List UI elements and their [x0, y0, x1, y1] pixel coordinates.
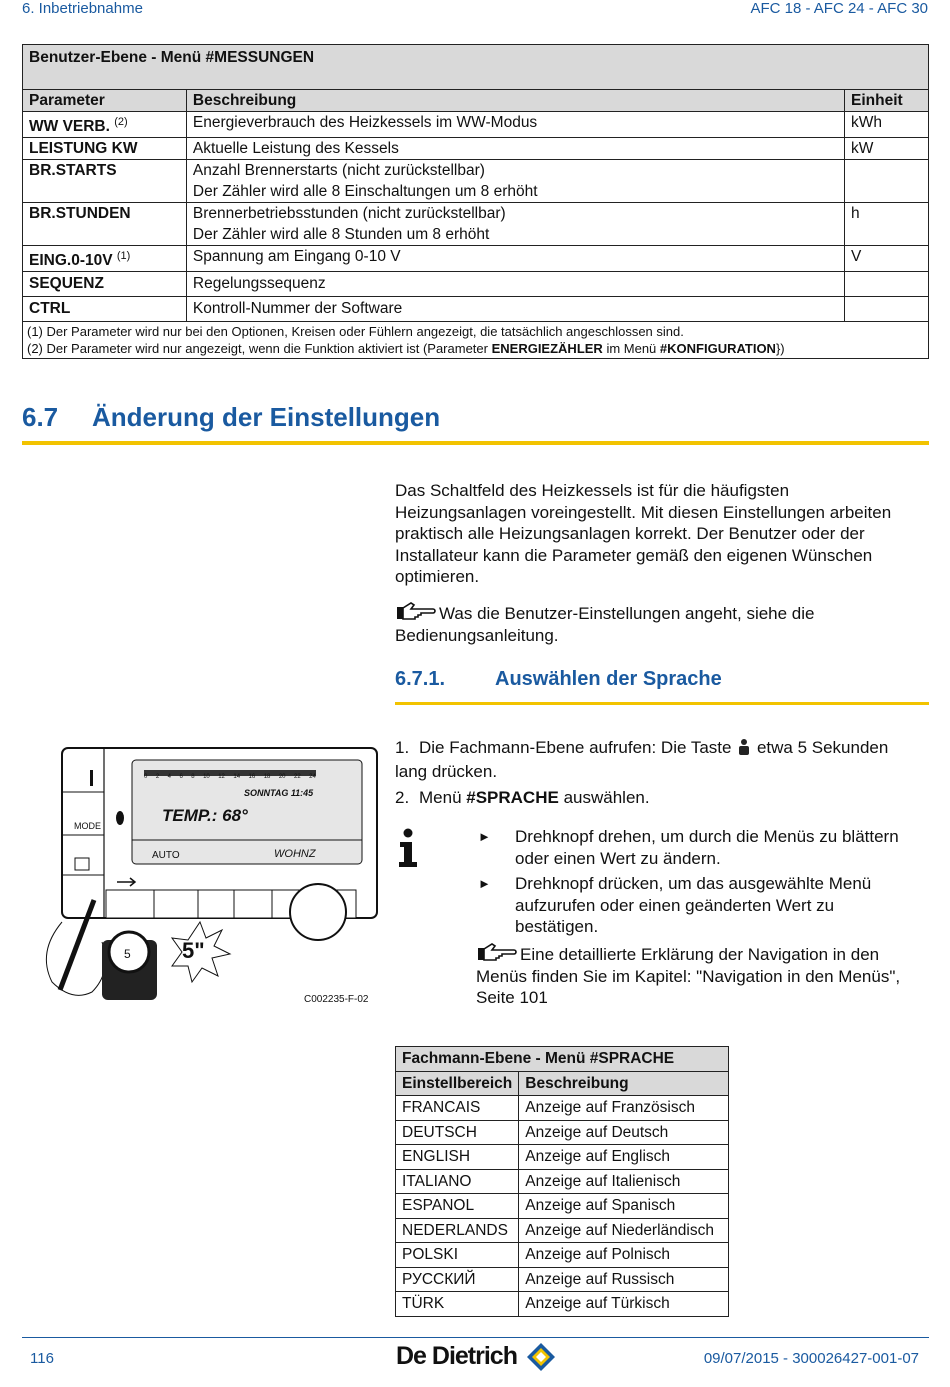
table-row — [23, 272, 929, 297]
language-description: Anzeige auf Türkisch — [519, 1292, 729, 1317]
table-row — [23, 160, 929, 203]
display-day: SONNTAG 11:45 — [244, 788, 314, 798]
bullet-2: ► Drehknopf drücken, um das ausgewählte Menü aufzurufen oder einen geänderten Wert zu bestätigen. — [478, 874, 872, 936]
table-row — [396, 1243, 729, 1268]
language-description: Anzeige auf Englisch — [519, 1145, 729, 1170]
param-name: WW VERB. — [29, 118, 110, 136]
column-header: Parameter — [23, 90, 187, 112]
param-description: Aktuelle Leistung des Kessels — [186, 138, 844, 160]
param-name: BR.STARTS — [23, 160, 187, 203]
param-name: BR.STUNDEN — [23, 203, 187, 246]
language-description: Anzeige auf Französisch — [519, 1096, 729, 1121]
document-reference: 09/07/2015 - 300026427-001-07 — [703, 1350, 919, 1367]
section-rule — [22, 441, 929, 445]
language-description: Anzeige auf Polnisch — [519, 1243, 729, 1268]
param-unit — [845, 297, 929, 322]
table-row — [396, 1194, 729, 1219]
param-name: EING.0-10V — [29, 252, 113, 270]
param-name: SEQUENZ — [23, 272, 187, 297]
hold-seconds: 5" — [182, 938, 205, 963]
subsection-rule — [395, 702, 929, 705]
param-unit: V — [845, 246, 929, 272]
param-description: Anzahl Brennerstarts (nicht zurückstellbar) — [192, 162, 485, 180]
param-name: LEISTUNG KW — [23, 138, 187, 160]
language-code: ENGLISH — [396, 1145, 519, 1170]
language-code: FRANCAIS — [396, 1096, 519, 1121]
table-row — [396, 1292, 729, 1317]
messungen-table-title: Benutzer-Ebene - Menü #MESSUNGEN — [23, 45, 929, 90]
subsection-number: 6.7.1. — [395, 668, 446, 690]
param-unit — [845, 160, 929, 203]
param-unit: kWh — [845, 112, 929, 138]
language-code: ITALIANO — [396, 1169, 519, 1194]
table-row — [396, 1267, 729, 1292]
sprache-table — [395, 1046, 729, 1317]
subsection-heading — [395, 668, 722, 691]
section-title: Änderung der Einstellungen — [92, 402, 441, 432]
page-number: 116 — [30, 1350, 54, 1367]
footer-rule — [22, 1337, 929, 1338]
display-wohnz: WOHNZ — [274, 848, 316, 860]
brand-diamond-icon — [526, 1342, 556, 1372]
language-description: Anzeige auf Italienisch — [519, 1169, 729, 1194]
sprache-table-title: Fachmann-Ebene - Menü #SPRACHE — [396, 1047, 729, 1072]
section-intro: Das Schaltfeld des Heizkessels ist für die häufigsten Heizungsanlagen voreingestellt. Mit diesen Einstellungen arbeiten praktisch alle Heizungsanlagen korrekt. Der Benutzer oder der Installateur kann die Parameter gemäß den eigenen Wünschen optimieren. — [395, 481, 892, 586]
table-row — [396, 1120, 729, 1145]
table-row — [396, 1169, 729, 1194]
brand-logo: De Dietrich — [396, 1342, 517, 1370]
messungen-table — [22, 44, 929, 359]
table-row — [23, 112, 929, 138]
header-section: 6. Inbetriebnahme — [22, 0, 143, 17]
language-code: DEUTSCH — [396, 1120, 519, 1145]
installer-key-icon — [736, 738, 752, 756]
timer-digit: 5 — [124, 947, 131, 961]
table-row — [396, 1218, 729, 1243]
table-row — [396, 1145, 729, 1170]
footnote-1: (1) Der Parameter wird nur bei den Optionen, Kreisen oder Fühlern angezeigt, die tatsächlich angeschlossen sind. — [27, 324, 684, 340]
header-models: AFC 18 - AFC 24 - AFC 30 — [750, 0, 928, 17]
subsection-title: Auswählen der Sprache — [495, 668, 722, 690]
param-unit: h — [845, 203, 929, 246]
language-code: РУССКИЙ — [396, 1267, 519, 1292]
column-header: Beschreibung — [186, 90, 844, 112]
param-name: CTRL — [23, 297, 187, 322]
column-header: Einheit — [845, 90, 929, 112]
param-description: Kontroll-Nummer der Software — [186, 297, 844, 322]
footnote-ref: (1) — [116, 250, 131, 263]
footnote-2: (2) Der Parameter wird nur angezeigt, wenn die Funktion aktiviert ist (Parameter ENERGIEZÄHLER im Menü #KONFIGURATION}) — [27, 341, 785, 357]
info-icon — [397, 828, 419, 868]
language-code: TÜRK — [396, 1292, 519, 1317]
step-2: 2. Menü #SPRACHE auswählen. — [395, 788, 650, 807]
param-unit: kW — [845, 138, 929, 160]
column-header: Einstellbereich — [396, 1071, 519, 1096]
language-code: POLSKI — [396, 1243, 519, 1268]
language-description: Anzeige auf Russisch — [519, 1267, 729, 1292]
display-auto: AUTO — [152, 850, 180, 861]
reference-note: Was die Benutzer-Einstellungen angeht, siehe die Bedienungsanleitung. — [395, 600, 915, 646]
control-panel-drawing — [22, 740, 382, 1010]
mode-button-label: MODE — [74, 821, 101, 831]
pointing-hand-icon — [476, 941, 520, 963]
param-description-detail: Der Zähler wird alle 8 Einschaltungen um 8 erhöht — [192, 183, 538, 201]
param-unit — [845, 272, 929, 297]
param-description-detail: Der Zähler wird alle 8 Stunden um 8 erhöht — [192, 226, 490, 244]
table-row — [23, 297, 929, 322]
table-row — [23, 138, 929, 160]
table-row — [23, 246, 929, 272]
param-description: Spannung am Eingang 0-10 V — [186, 246, 844, 272]
navigation-note: Eine detaillierte Erklärung der Navigation in den Menüs finden Sie im Kapitel: "Navigation in den Menüs", Seite 101 — [476, 941, 926, 1009]
section-number: 6.7 — [22, 402, 59, 432]
param-description: Regelungssequenz — [186, 272, 844, 297]
language-description: Anzeige auf Spanisch — [519, 1194, 729, 1219]
footnote-ref: (2) — [114, 116, 128, 128]
table-row — [396, 1096, 729, 1121]
display-temperature: TEMP.: 68° — [162, 806, 248, 825]
param-description: Brennerbetriebsstunden (nicht zurückstellbar) — [192, 205, 506, 223]
control-panel-figure — [22, 740, 382, 1010]
language-description: Anzeige auf Deutsch — [519, 1120, 729, 1145]
figure-code: C002235-F-02 — [304, 994, 369, 1005]
param-description: Energieverbrauch des Heizkessels im WW-Modus — [186, 112, 844, 138]
bullet-1: ► Drehknopf drehen, um durch die Menüs zu blättern oder einen Wert zu ändern. — [478, 827, 899, 868]
step-1: 1. Die Fachmann-Ebene aufrufen: Die Taste etwa 5 Sekunden lang drücken. — [395, 738, 889, 781]
language-code: NEDERLANDS — [396, 1218, 519, 1243]
table-row — [23, 203, 929, 246]
language-description: Anzeige auf Niederländisch — [519, 1218, 729, 1243]
time-scale: 0 2 4 6 8 10 12 14 16 18 20 22 24 — [144, 774, 316, 780]
pointing-hand-icon — [395, 600, 439, 622]
section-heading — [22, 402, 440, 433]
language-code: ESPANOL — [396, 1194, 519, 1219]
column-header: Beschreibung — [519, 1071, 729, 1096]
